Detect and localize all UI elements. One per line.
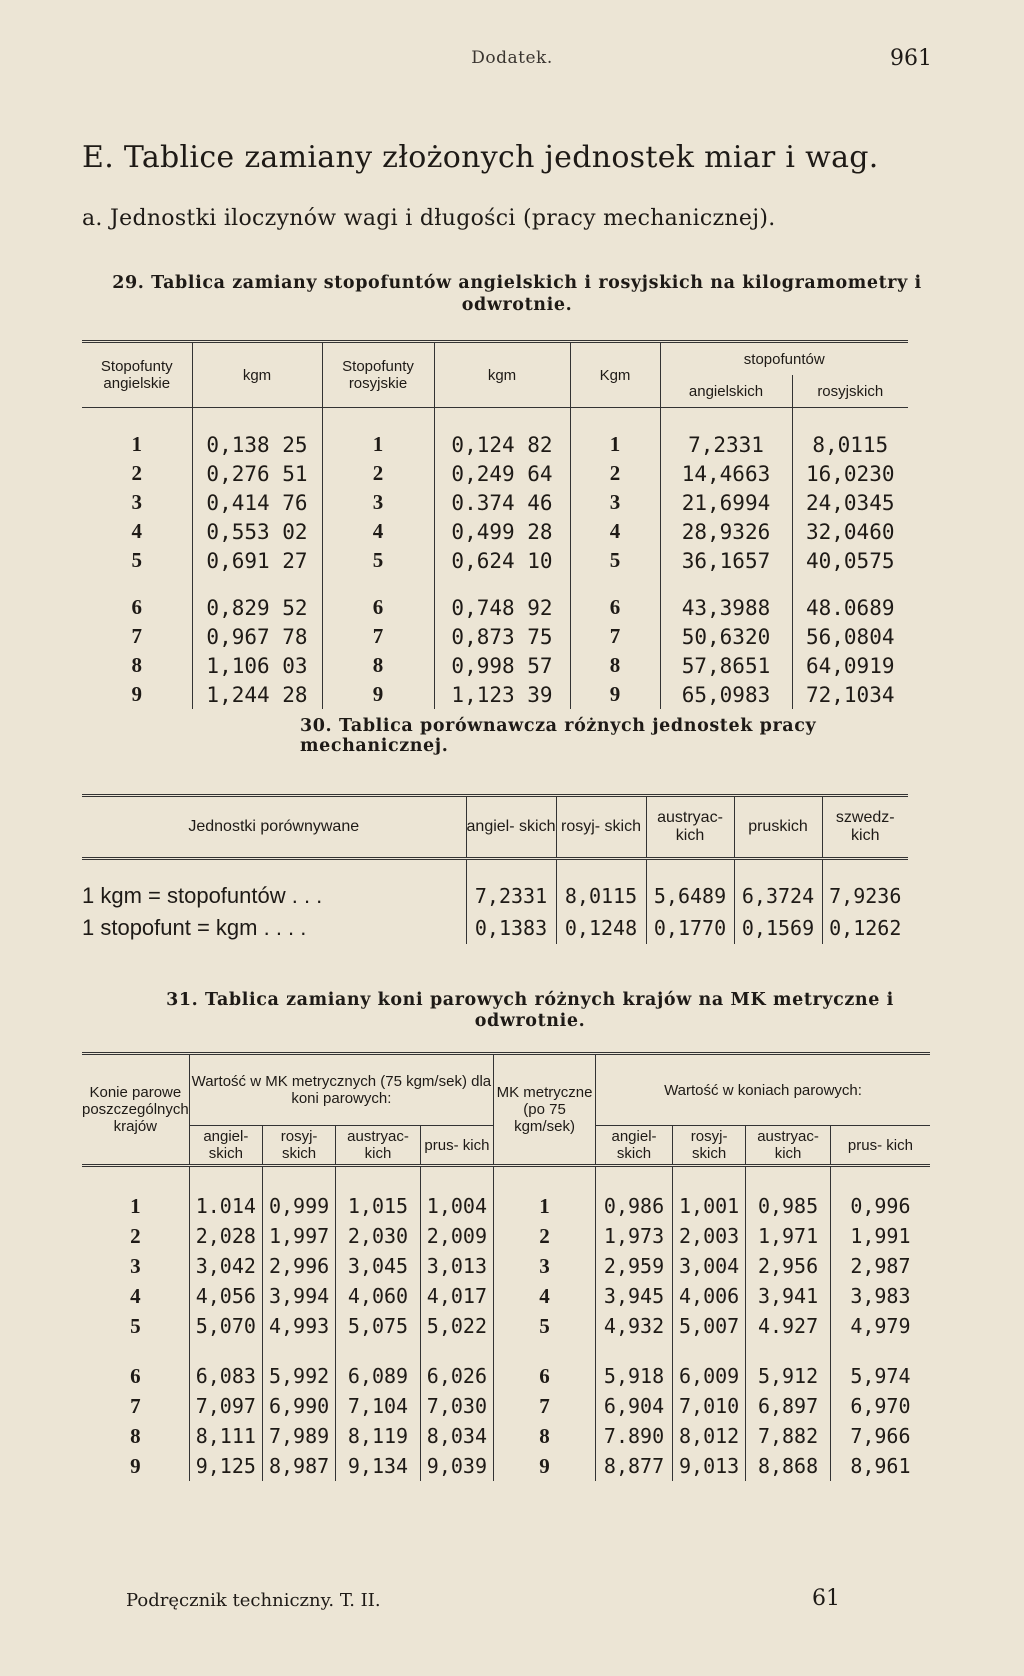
page-number: 961 (890, 46, 932, 71)
col-header: kgm (192, 342, 322, 408)
table-cell: 3,045 (336, 1251, 421, 1281)
table-cell: 6,990 (262, 1391, 335, 1421)
table-cell: 7,104 (336, 1391, 421, 1421)
table-cell: 8 (82, 651, 192, 680)
table-cell: 7 (82, 622, 192, 651)
table-row (82, 1251, 930, 1281)
table-cell: 7 (570, 622, 660, 651)
table-cell: 7,030 (420, 1391, 493, 1421)
table-cell: 8,987 (262, 1451, 335, 1481)
table-cell: 6,904 (596, 1391, 673, 1421)
table-cell: 5,992 (262, 1341, 335, 1391)
col-header: austryac- kich (746, 1126, 831, 1166)
table-cell: 7,882 (746, 1421, 831, 1451)
table-cell: 0,553 02 (192, 517, 322, 546)
table-cell: 6 (322, 575, 434, 622)
col-header: austryac- kich (336, 1126, 421, 1166)
table31-caption: 31. Tablica zamiany koni parowych różnych krajów na MK metryczne i odwrotnie. (166, 990, 894, 1031)
table-cell: 1,973 (596, 1221, 673, 1251)
table-cell: 2,987 (850, 1254, 911, 1278)
table-cell: 8,012 (673, 1421, 746, 1451)
table-cell: 2 (82, 459, 192, 488)
table-cell: 50,6320 (660, 622, 792, 651)
table-cell: 1,004 (420, 1166, 493, 1222)
table-cell: 8 (570, 651, 660, 680)
table29-body (82, 408, 908, 710)
table-cell: 0,1383 (466, 912, 556, 944)
table-cell: 3 (322, 488, 434, 517)
table-cell: 28,9326 (660, 517, 792, 546)
col-header: angiel- skich (189, 1126, 262, 1166)
table-cell: 5,075 (336, 1311, 421, 1341)
table30-caption: 30. Tablica porównawcza różnych jednostek pracy mechanicznej. (300, 716, 817, 756)
table-cell: 21,6994 (660, 488, 792, 517)
table-cell: 6 (82, 575, 192, 622)
col-header: kgm (434, 342, 570, 408)
table-cell: 2,003 (673, 1221, 746, 1251)
table-row (82, 408, 908, 460)
footer-book-title: Podręcznik techniczny. T. II. (126, 1590, 381, 1611)
table-cell: 6,083 (189, 1341, 262, 1391)
table-cell: 0,985 (746, 1166, 831, 1222)
table-cell: 1.014 (189, 1166, 262, 1222)
table-row (82, 622, 908, 651)
table-cell: 0,138 25 (192, 408, 322, 460)
table-cell: 5,070 (189, 1311, 262, 1341)
table-row (82, 912, 908, 944)
table-cell: 9,013 (673, 1451, 746, 1481)
table-cell: 4 (82, 517, 192, 546)
table-cell: 14,4663 (660, 459, 792, 488)
table-cell: 1,971 (746, 1221, 831, 1251)
table-row (82, 488, 908, 517)
table-cell: 32,0460 (805, 519, 895, 544)
table-cell: 1 (570, 408, 660, 460)
table-cell: 6,970 (850, 1394, 911, 1418)
table-row (82, 651, 908, 680)
col-header: Jednostki porównywane (82, 796, 466, 859)
table-cell: 6,026 (420, 1341, 493, 1391)
table-cell: 3 (570, 488, 660, 517)
table-cell: 7 (82, 1391, 189, 1421)
table-cell: 0,691 27 (192, 546, 322, 575)
table-cell: 5,007 (673, 1311, 746, 1341)
table-cell: 1,123 39 (434, 680, 570, 709)
table-cell: 3,994 (262, 1281, 335, 1311)
table-cell: 8,877 (596, 1451, 673, 1481)
table-cell: 7 (322, 622, 434, 651)
table-cell: 5,6489 (646, 859, 734, 913)
table-cell: 6,3724 (734, 859, 822, 913)
table-cell: 1 kgm = stopofuntów . . . (82, 859, 466, 913)
table-cell: 5 (322, 546, 434, 575)
col-header: rosyj- skich (556, 796, 646, 859)
col-header: prus- kich (830, 1126, 930, 1166)
table-cell: 8,868 (746, 1451, 831, 1481)
table-cell: 4,056 (189, 1281, 262, 1311)
table-cell: 36,1657 (660, 546, 792, 575)
table-cell: 4 (322, 517, 434, 546)
table-cell: 5,918 (596, 1341, 673, 1391)
col-header: rosyj- skich (262, 1126, 335, 1166)
table-cell: 4,993 (262, 1311, 335, 1341)
col-header: rosyj- skich (673, 1126, 746, 1166)
table-cell: 1,106 03 (192, 651, 322, 680)
table-cell: 7,9236 (829, 884, 902, 908)
table-cell: 6 (570, 575, 660, 622)
table-cell: 4,979 (850, 1314, 911, 1338)
table-cell: 6,009 (673, 1341, 746, 1391)
table-row (82, 1281, 930, 1311)
table-cell: 1,991 (850, 1224, 911, 1248)
table-row (82, 1311, 930, 1341)
table-cell: 5 (82, 1311, 189, 1341)
table-row (82, 859, 908, 913)
table-cell: 24,0345 (805, 490, 895, 515)
table-cell: 8 (82, 1421, 189, 1451)
table-cell: 1 (494, 1166, 596, 1222)
table-cell: 40,0575 (805, 548, 895, 573)
table-cell: 6,089 (336, 1341, 421, 1391)
col-header: Stopofunty rosyjskie (322, 342, 434, 408)
table-cell: 1,001 (673, 1166, 746, 1222)
col-header: angiel- skich (596, 1126, 673, 1166)
table-cell: 0,967 78 (192, 622, 322, 651)
table-cell: 8 (322, 651, 434, 680)
table-cell: 0,1770 (646, 912, 734, 944)
table-cell: 2 (494, 1221, 596, 1251)
table-cell: 0,998 57 (434, 651, 570, 680)
table-cell: 0,1248 (556, 912, 646, 944)
table-cell: 3 (82, 488, 192, 517)
table-cell: 1,244 28 (192, 680, 322, 709)
table30-body (82, 859, 908, 945)
table-cell: 56,0804 (805, 624, 895, 649)
table-cell: 3 (494, 1251, 596, 1281)
table-cell: 8,034 (420, 1421, 493, 1451)
table-cell: 8,961 (850, 1454, 911, 1478)
table-30 (82, 794, 908, 944)
table-cell: 3,983 (850, 1284, 911, 1308)
table-row (82, 1166, 930, 1222)
table-row (82, 546, 908, 575)
table-cell: 7,966 (850, 1424, 911, 1448)
table-cell: 0,1262 (829, 916, 902, 940)
col-header: austryac- kich (646, 796, 734, 859)
table-cell: 5 (570, 546, 660, 575)
table-cell: 0,748 92 (434, 575, 570, 622)
subsection-title: a. Jednostki iloczynów wagi i długości (pracy mechanicznej). (82, 206, 776, 231)
table-cell: 3 (82, 1251, 189, 1281)
table-cell: 1 stopofunt = kgm . . . . (82, 912, 466, 944)
col-header: pruskich (734, 796, 822, 859)
running-header: Dodatek. (471, 48, 553, 68)
table-cell: 0,414 76 (192, 488, 322, 517)
table-cell: 5,974 (850, 1364, 911, 1388)
table-cell: 0,873 75 (434, 622, 570, 651)
table-cell: 9 (82, 680, 192, 709)
table-cell: 2 (82, 1221, 189, 1251)
table-cell: 0,829 52 (192, 575, 322, 622)
table-cell: 2,009 (420, 1221, 493, 1251)
table-cell: 2 (322, 459, 434, 488)
table-cell: 48.0689 (805, 595, 895, 620)
table-cell: 1 (82, 408, 192, 460)
table-cell: 6 (494, 1341, 596, 1391)
section-title: E. Tablice zamiany złożonych jednostek miar i wag. (82, 140, 879, 175)
table-cell: 2,959 (596, 1251, 673, 1281)
col-group-header: stopofuntów (660, 342, 908, 376)
table-cell: 0,999 (262, 1166, 335, 1222)
table-cell: 4.927 (746, 1311, 831, 1341)
table31-body (82, 1166, 930, 1482)
table-row (82, 1221, 930, 1251)
table-cell: 3,004 (673, 1251, 746, 1281)
table-cell: 4 (494, 1281, 596, 1311)
table-cell: 2,956 (746, 1251, 831, 1281)
table-cell: 4 (570, 517, 660, 546)
table-cell: 9 (322, 680, 434, 709)
table-cell: 7.890 (596, 1421, 673, 1451)
table-cell: 8,111 (189, 1421, 262, 1451)
table-cell: 5,022 (420, 1311, 493, 1341)
table-cell: 5,912 (746, 1341, 831, 1391)
table-cell: 1,997 (262, 1221, 335, 1251)
table-cell: 4,017 (420, 1281, 493, 1311)
table-cell: 9 (82, 1451, 189, 1481)
table-cell: 43,3988 (660, 575, 792, 622)
table-row (82, 1451, 930, 1481)
table-row (82, 1341, 930, 1391)
table-cell: 9,134 (336, 1451, 421, 1481)
table-cell: 0,499 28 (434, 517, 570, 546)
col-header: Kgm (570, 342, 660, 408)
table-cell: 3,941 (746, 1281, 831, 1311)
table-cell: 2,996 (262, 1251, 335, 1281)
col-header: prus- kich (420, 1126, 493, 1166)
table29-caption: 29. Tablica zamiany stopofuntów angielskich i rosyjskich na kilogramometry i odwrotnie. (112, 273, 922, 315)
col-group-header: Wartość w koniach parowych: (596, 1054, 930, 1126)
table-31 (82, 1052, 930, 1481)
table-cell: 2 (570, 459, 660, 488)
table-cell: 3,945 (596, 1281, 673, 1311)
table-cell: 0.374 46 (434, 488, 570, 517)
table-cell: 8,0115 (812, 432, 889, 457)
table-cell: 1,015 (336, 1166, 421, 1222)
table-cell: 4,006 (673, 1281, 746, 1311)
col-header: Konie parowe poszczególnych krajów (82, 1054, 189, 1166)
table-cell: 0,249 64 (434, 459, 570, 488)
table-cell: 0,124 82 (434, 408, 570, 460)
table-cell: 5 (494, 1311, 596, 1341)
table-row (82, 575, 908, 622)
footer-sheet-number: 61 (812, 1586, 840, 1611)
table-cell: 0,1569 (734, 912, 822, 944)
table-cell: 9,125 (189, 1451, 262, 1481)
table-cell: 4,060 (336, 1281, 421, 1311)
col-group-header: Wartość w MK metrycznych (75 kgm/sek) dla koni parowych: (189, 1054, 493, 1126)
table-cell: 8,119 (336, 1421, 421, 1451)
table-cell: 6 (82, 1341, 189, 1391)
table-row (82, 517, 908, 546)
table-cell: 0,986 (596, 1166, 673, 1222)
table-row (82, 459, 908, 488)
table-cell: 1 (322, 408, 434, 460)
table-cell: 7 (494, 1391, 596, 1421)
table-cell: 8 (494, 1421, 596, 1451)
table-cell: 3,013 (420, 1251, 493, 1281)
table-cell: 7,2331 (466, 859, 556, 913)
col-header: Stopofunty angielskie (82, 342, 192, 408)
table-cell: 0,624 10 (434, 546, 570, 575)
table-cell: 7,010 (673, 1391, 746, 1421)
table-cell: 64,0919 (805, 653, 895, 678)
table-cell: 72,1034 (805, 682, 895, 707)
table-cell: 9,039 (420, 1451, 493, 1481)
table-cell: 0,276 51 (192, 459, 322, 488)
table-29 (82, 340, 908, 709)
table-row (82, 1391, 930, 1421)
table-cell: 4 (82, 1281, 189, 1311)
table-row (82, 1421, 930, 1451)
table-cell: 8,0115 (556, 859, 646, 913)
table-cell: 7,2331 (660, 408, 792, 460)
col-header: MK metryczne (po 75 kgm/sek) (494, 1054, 596, 1166)
table-cell: 6,897 (746, 1391, 831, 1421)
table-cell: 2,028 (189, 1221, 262, 1251)
table-cell: 3,042 (189, 1251, 262, 1281)
col-header: angielskich (660, 375, 792, 407)
table-cell: 9 (494, 1451, 596, 1481)
table-cell: 7,989 (262, 1421, 335, 1451)
table-cell: 7,097 (189, 1391, 262, 1421)
col-header: szwedz- kich (822, 796, 908, 859)
table-cell: 5 (82, 546, 192, 575)
table-cell: 0,996 (850, 1194, 911, 1218)
col-header: angiel- skich (466, 796, 556, 859)
table-row (82, 680, 908, 709)
table-cell: 1 (82, 1166, 189, 1222)
table-cell: 65,0983 (660, 680, 792, 709)
table-cell: 9 (570, 680, 660, 709)
table-cell: 57,8651 (660, 651, 792, 680)
table-cell: 4,932 (596, 1311, 673, 1341)
table-cell: 2,030 (336, 1221, 421, 1251)
table-cell: 16,0230 (805, 461, 895, 486)
col-header: rosyjskich (792, 375, 908, 407)
